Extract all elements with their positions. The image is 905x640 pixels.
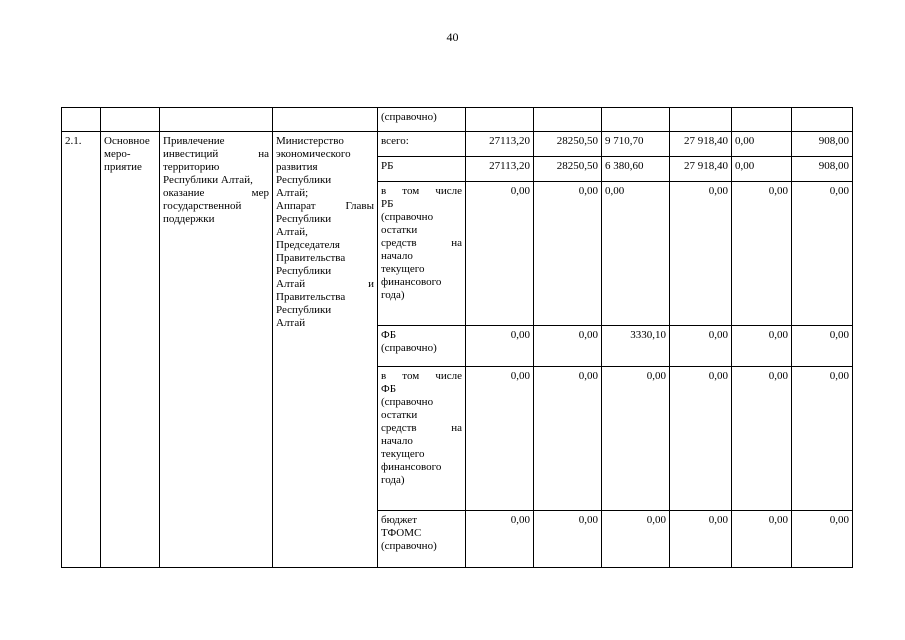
value-cell: 28250,50 — [534, 157, 602, 182]
cell-text-line: Министерство — [276, 135, 344, 147]
value-cell: 9 710,70 — [602, 132, 670, 157]
value-cell: 27 918,40 — [670, 132, 732, 157]
cell-text-line: Аппарат Главы — [276, 200, 374, 212]
budget-table — [61, 107, 853, 568]
value-cell: 0,00 — [534, 182, 602, 326]
cell-text-line: Алтай и — [276, 278, 374, 290]
funding-source-label — [378, 182, 466, 326]
cell-text-line: Правительства — [276, 291, 346, 303]
cell-text-line: Привлечение — [163, 135, 225, 147]
value-cell: 3330,10 — [602, 326, 670, 367]
value-cell: 0,00 — [732, 326, 792, 367]
cell-text-line: приятие — [104, 161, 142, 173]
funding-source-label — [378, 157, 466, 182]
table-cell — [732, 108, 792, 132]
page-number: 40 — [446, 30, 459, 44]
value-cell: 0,00 — [534, 511, 602, 568]
value-cell: 0,00 — [792, 326, 853, 367]
cell-text-line: РБ — [381, 198, 394, 210]
value-cell: 0,00 — [466, 326, 534, 367]
value-cell: 0,00 — [466, 511, 534, 568]
table-cell — [602, 108, 670, 132]
value-cell: 27113,20 — [466, 157, 534, 182]
value-cell: 0,00 — [534, 367, 602, 511]
cell-text-line: года) — [381, 289, 405, 301]
cell-text-line: остатки — [381, 409, 418, 421]
value-cell: 27 918,40 — [670, 157, 732, 182]
cell-text-line: ФБ — [381, 329, 397, 341]
table-cell — [670, 108, 732, 132]
cell-text-line: текущего — [381, 448, 425, 460]
cell-text-line: поддержки — [163, 213, 215, 225]
cell-text-line: инвестиций на — [163, 148, 269, 160]
funding-source-label — [378, 511, 466, 568]
cell-text-line: экономического — [276, 148, 351, 160]
value-cell: 0,00 — [466, 367, 534, 511]
cell-text-line: в том числе — [381, 370, 462, 382]
cell-text-line: всего: — [381, 135, 409, 147]
cell-text-line: года) — [381, 474, 405, 486]
cell-text-line: Республики — [276, 304, 332, 316]
value-cell: 0,00 — [670, 511, 732, 568]
cell-text-line: текущего — [381, 263, 425, 275]
cell-text-line: территорию — [163, 161, 220, 173]
cell-text-line: Республики — [276, 213, 332, 225]
cell-text-line: в том числе — [381, 185, 462, 197]
cell-text-line: Алтай; — [276, 187, 309, 199]
table-cell — [534, 108, 602, 132]
value-cell: 0,00 — [792, 511, 853, 568]
cell-text-line: средств на — [381, 422, 462, 434]
cell-text-line: Республики Алтай, — [163, 174, 253, 186]
funding-source-label — [378, 326, 466, 367]
value-cell: 0,00 — [602, 511, 670, 568]
cell-text-line: Председателя — [276, 239, 340, 251]
value-cell: 6 380,60 — [602, 157, 670, 182]
table-cell: (справочно) — [378, 108, 466, 132]
table-cell — [792, 108, 853, 132]
value-cell: 908,00 — [792, 132, 853, 157]
cell-text-line: Алтай, — [276, 226, 308, 238]
value-cell: 27113,20 — [466, 132, 534, 157]
cell-text-line: государственной — [163, 200, 242, 212]
cell-text-line: Республики — [276, 265, 332, 277]
cell-text-line: средств на — [381, 237, 462, 249]
cell-text-line: остатки — [381, 224, 418, 236]
cell-text-line: меро- — [104, 148, 131, 160]
funding-source-label — [378, 132, 466, 157]
value-cell: 0,00 — [792, 182, 853, 326]
value-cell: 0,00 — [602, 367, 670, 511]
activity-name — [160, 132, 273, 568]
cell-text-line: Алтай — [276, 317, 306, 329]
table-cell — [466, 108, 534, 132]
table-cell — [62, 108, 101, 132]
value-cell: 908,00 — [792, 157, 853, 182]
row-number: 2.1. — [62, 132, 101, 568]
table-row — [62, 132, 853, 157]
cell-text-line: бюджет — [381, 514, 417, 526]
table-row — [62, 108, 853, 132]
funding-source-label — [378, 367, 466, 511]
cell-text-line: (справочно) — [381, 540, 437, 552]
value-cell: 28250,50 — [534, 132, 602, 157]
responsible-executor — [273, 132, 378, 568]
cell-text-line: ФБ — [381, 383, 397, 395]
value-cell: 0,00 — [732, 132, 792, 157]
value-cell: 0,00 — [732, 367, 792, 511]
cell-text-line: Основное — [104, 135, 150, 147]
cell-text-line: Республики — [276, 174, 332, 186]
value-cell: 0,00 — [670, 326, 732, 367]
cell-text-line: финансового — [381, 276, 442, 288]
cell-text-line: финансового — [381, 461, 442, 473]
table-cell — [160, 108, 273, 132]
cell-text-line: развития — [276, 161, 318, 173]
cell-text-line: оказание мер — [163, 187, 269, 199]
table-cell — [101, 108, 160, 132]
table-cell — [273, 108, 378, 132]
cell-text-line: начало — [381, 250, 413, 262]
cell-text-line: (справочно) — [381, 342, 437, 354]
value-cell: 0,00 — [670, 182, 732, 326]
value-cell: 0,00 — [792, 367, 853, 511]
cell-text-line: начало — [381, 435, 413, 447]
cell-text-line: (справочно — [381, 396, 434, 408]
activity-type — [101, 132, 160, 568]
cell-text-line: Правительства — [276, 252, 346, 264]
cell-text-line: (справочно — [381, 211, 434, 223]
value-cell: 0,00 — [466, 182, 534, 326]
value-cell: 0,00 — [732, 182, 792, 326]
cell-text-line: ТФОМС — [381, 527, 422, 539]
value-cell: 0,00 — [732, 511, 792, 568]
value-cell: 0,00 — [534, 326, 602, 367]
value-cell: 0,00 — [602, 182, 670, 326]
value-cell: 0,00 — [732, 157, 792, 182]
cell-text-line: РБ — [381, 160, 394, 172]
value-cell: 0,00 — [670, 367, 732, 511]
